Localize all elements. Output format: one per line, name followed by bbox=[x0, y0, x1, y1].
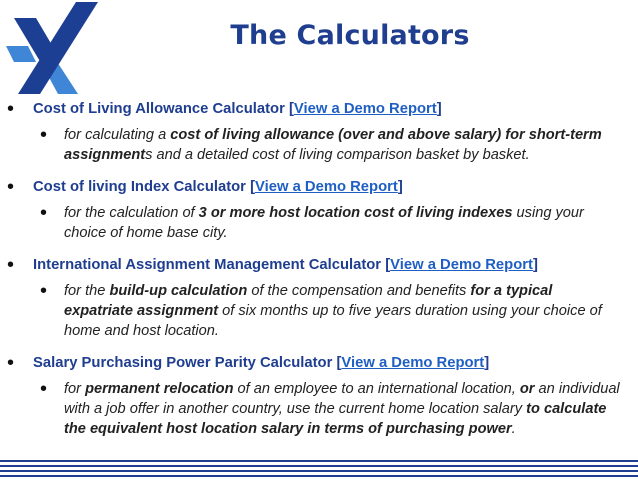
demo-report-link[interactable]: View a Demo Report bbox=[390, 257, 533, 273]
sub-bullet-icon: • bbox=[40, 124, 48, 146]
description-text: for the bbox=[64, 283, 110, 299]
calculator-description bbox=[64, 203, 624, 243]
emphasis-text: to calculate the equivalent host location salary in terms of purchasing power bbox=[64, 401, 607, 437]
slide-title: The Calculators bbox=[230, 20, 470, 51]
calculator-name: Salary Purchasing Power Parity Calculator bbox=[33, 355, 333, 371]
emphasis-text: 3 or more host location cost of living indexes bbox=[198, 205, 513, 221]
x-brand-logo-icon bbox=[6, 2, 98, 100]
demo-report-link[interactable]: View a Demo Report bbox=[293, 101, 437, 117]
description-text: s and a detailed cost of living comparison basket by basket. bbox=[145, 147, 530, 163]
calculator-heading: International Assignment Management Calculator [View a Demo Report] bbox=[33, 257, 538, 273]
description-text: of an employee to an international location, bbox=[233, 381, 520, 397]
footer-stripes bbox=[0, 459, 638, 479]
demo-report-link[interactable]: View a Demo Report bbox=[341, 355, 485, 371]
emphasis-text: cost of living allowance (over and above salary) for short-term assignment bbox=[64, 127, 602, 163]
emphasis-text: for a typical expatriate assignment bbox=[64, 283, 553, 319]
calculator-name: Cost of living Index Calculator bbox=[33, 179, 246, 195]
bullet-icon: • bbox=[7, 254, 15, 276]
description-text: of six months up to five years duration using your choice of home and host location. bbox=[64, 303, 602, 339]
bullet-icon: • bbox=[7, 98, 15, 120]
description-text: an individual with a job offer in another country, use the current home location salary bbox=[64, 381, 620, 417]
calculator-heading: Cost of Living Allowance Calculator [View a Demo Report] bbox=[33, 101, 442, 117]
emphasis-text: or bbox=[519, 381, 535, 397]
description-text: for bbox=[64, 381, 86, 397]
bullet-icon: • bbox=[7, 176, 15, 198]
description-text: using your choice of home base city. bbox=[64, 205, 584, 241]
calculator-heading: Cost of living Index Calculator [View a Demo Report] bbox=[33, 179, 403, 195]
emphasis-text: build-up calculation bbox=[109, 283, 248, 299]
description-text: for the calculation of bbox=[64, 205, 199, 221]
sub-bullet-icon: • bbox=[40, 280, 48, 302]
demo-report-link[interactable]: View a Demo Report bbox=[255, 179, 398, 195]
calculator-description bbox=[64, 281, 624, 341]
calculator-name: International Assignment Management Calculator bbox=[33, 257, 382, 273]
calculator-name: Cost of Living Allowance Calculator bbox=[33, 101, 285, 117]
sub-bullet-icon: • bbox=[40, 202, 48, 224]
sub-bullet-icon: • bbox=[40, 378, 48, 400]
description-text: for calculating a bbox=[64, 127, 171, 143]
calculator-description bbox=[64, 125, 624, 165]
bullet-icon: • bbox=[7, 352, 15, 374]
calculator-description bbox=[64, 379, 624, 439]
calculator-heading: Salary Purchasing Power Parity Calculator [View a Demo Report] bbox=[33, 355, 490, 371]
description-text: . bbox=[511, 421, 516, 437]
description-text: of the compensation and benefits bbox=[247, 283, 471, 299]
emphasis-text: permanent relocation bbox=[85, 381, 234, 397]
